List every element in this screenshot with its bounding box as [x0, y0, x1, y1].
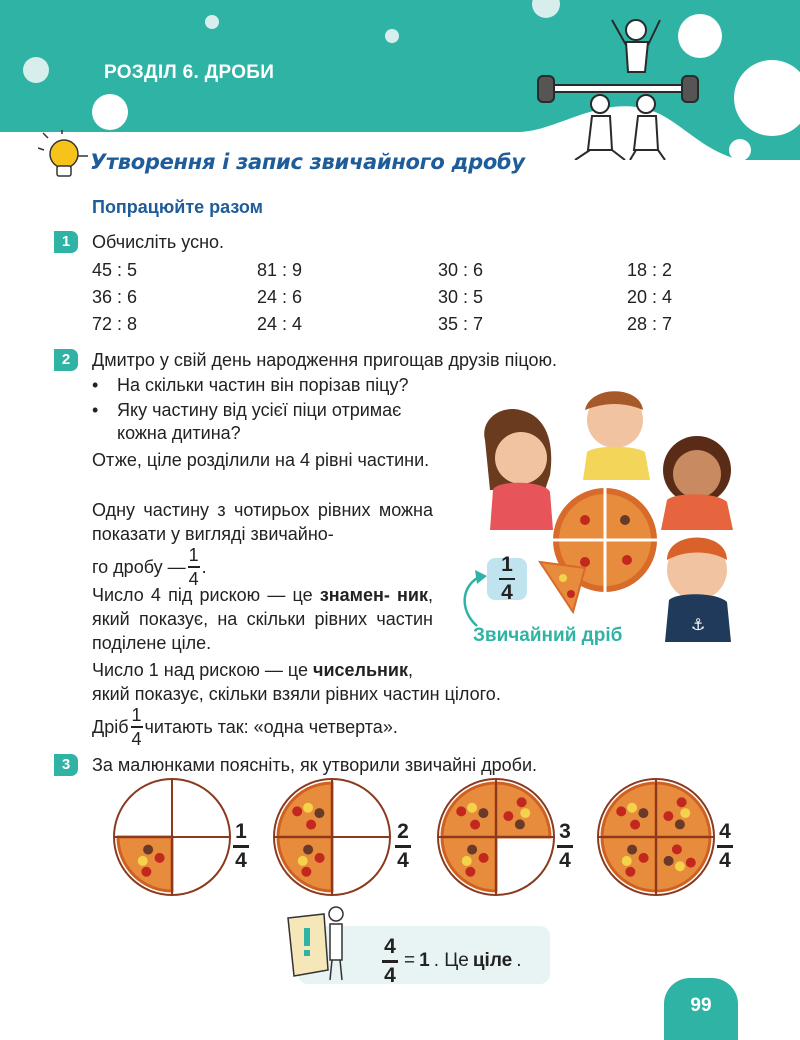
pizza-topping: [663, 811, 673, 821]
pizza-topping: [622, 856, 632, 866]
pizza-topping: [675, 819, 685, 829]
section-label: Попрацюйте разом: [92, 197, 263, 217]
fraction-numerator: 1: [235, 820, 247, 843]
task-1-title: Обчисліть усно.: [92, 232, 225, 252]
term-denominator: ник: [397, 585, 428, 605]
three-quarter-pizza-icon: [434, 775, 558, 899]
fraction-pizza-item: [270, 775, 394, 904]
fraction-bar: [717, 845, 733, 848]
fraction-numerator: 1: [131, 705, 142, 725]
pizza-topping: [467, 845, 477, 855]
pizza-topping: [314, 808, 324, 818]
value-one: 1: [419, 950, 430, 972]
pizza-topping: [303, 845, 313, 855]
fraction-numerator: 2: [397, 820, 409, 843]
pizza-topping: [672, 844, 682, 854]
fraction-bar: [557, 845, 573, 848]
term-denominator: знамен-: [319, 585, 390, 605]
boy-figure-icon: [583, 391, 650, 480]
calc-item: 45 : 5: [92, 260, 138, 280]
pizza-topping: [515, 819, 525, 829]
pizza-topping: [675, 861, 685, 871]
page-number: 99: [664, 978, 738, 1040]
pizza-slice-icon: [540, 562, 585, 612]
bullet-mark: •: [92, 400, 99, 420]
paragraph: Отже, ціле розділили на 4 рівні частини.: [92, 450, 430, 470]
pizza-topping: [303, 803, 313, 813]
pizza-topping: [517, 797, 527, 807]
svg-text:⚓: ⚓: [691, 615, 706, 634]
fraction-pizza-item: [434, 775, 558, 904]
pizza-topping: [315, 853, 325, 863]
task-2-title: Дмитро у свій день народження пригощав друзів піцою.: [92, 350, 557, 370]
fraction-denominator: 4: [501, 581, 513, 605]
pizza-topping: [292, 806, 302, 816]
pizza-topping: [630, 820, 640, 830]
text-span: , який показує, на скільки рівних частин поділене ціле.: [92, 585, 433, 653]
pizza-topping: [664, 856, 674, 866]
fraction-bar: [395, 845, 411, 848]
fraction: [395, 821, 411, 872]
fraction-bar: [188, 566, 200, 568]
arrow-icon: [465, 576, 481, 626]
chapter-title: РОЗДІЛ 6. ДРОБИ: [104, 62, 275, 83]
calc-item: 35 : 7: [438, 314, 484, 334]
fraction-denominator: 4: [188, 568, 199, 589]
fraction-pizza-item: [110, 775, 234, 904]
pizza-topping: [465, 867, 475, 877]
bullet-item: [92, 373, 409, 397]
pizza-topping: [478, 808, 488, 818]
pizza-topping: [141, 867, 151, 877]
calc-item: 18 : 2: [627, 260, 673, 280]
pizza-topping: [479, 853, 489, 863]
pizza-topping: [680, 808, 690, 818]
calc-item: 30 : 6: [438, 260, 484, 280]
fraction-numerator: 1: [501, 552, 513, 576]
fraction-denominator: 4: [397, 848, 409, 872]
fraction-numerator: 4: [719, 820, 731, 843]
task-3-title: За малюнками поясніть, як утворили звичайні дроби.: [92, 755, 537, 775]
pizza-topping: [138, 856, 148, 866]
text-span: го дробу —: [92, 556, 186, 577]
pizza-topping: [470, 820, 480, 830]
calc-item: 20 : 4: [627, 287, 673, 307]
pizza-topping: [143, 845, 153, 855]
topic-title: Утворення і запис звичайного дробу: [90, 150, 525, 174]
calc-item: 72 : 8: [92, 314, 138, 334]
paragraph-with-fraction: [92, 706, 398, 748]
calc-item: 36 : 6: [92, 287, 138, 307]
pizza-topping: [639, 853, 649, 863]
fraction-label: [231, 821, 251, 872]
calc-item: 24 : 6: [257, 287, 303, 307]
text-span: Число 1 над рискою — це: [92, 660, 314, 680]
pizza-topping: [627, 803, 637, 813]
pizza-topping: [462, 856, 472, 866]
whole-pizza-icon: [594, 775, 718, 899]
pizza-topping: [503, 811, 513, 821]
fraction: [499, 554, 515, 605]
children-pizza-illustration: [455, 380, 775, 650]
fraction-denominator: 4: [235, 848, 247, 872]
half-pizza-icon: [270, 775, 394, 899]
pizza-topping: [301, 867, 311, 877]
pizza-topping: [155, 853, 165, 863]
bullet-text: На скільки частин він порізав піцу?: [117, 375, 409, 395]
fraction-denominator: 4: [559, 848, 571, 872]
calc-item: 81 : 9: [257, 260, 303, 280]
text-span: .: [201, 556, 207, 577]
text-span: . Це: [433, 950, 469, 972]
text-span: Число 4 під рискою — це: [92, 585, 320, 605]
paragraph: який показує, скільки взяли рівних частин цілого.: [92, 684, 501, 704]
bullet-item: [92, 398, 402, 422]
pizza-topping: [686, 858, 696, 868]
fraction-denominator: 4: [719, 848, 731, 872]
text-span: .: [516, 950, 522, 972]
text-span: Дріб: [92, 716, 129, 737]
pizza-topping: [298, 856, 308, 866]
term-numerator: чисельник: [313, 660, 408, 680]
fraction-denominator: 4: [384, 963, 396, 987]
fraction-label: [555, 821, 575, 872]
fraction: [557, 821, 573, 872]
fraction-numerator: 4: [384, 935, 396, 958]
fraction-pizza-row: [100, 775, 760, 905]
fraction-numerator: 3: [559, 820, 571, 843]
fraction: [382, 936, 398, 987]
fraction-bar: [233, 845, 249, 848]
pizza-topping: [625, 867, 635, 877]
quarter-pizza-icon: [110, 775, 234, 899]
pizza-topping: [616, 806, 626, 816]
pizza-topping: [627, 845, 637, 855]
bullet-mark: •: [92, 375, 99, 395]
paragraph: Одну частину з чотирьох рівних можна показати у вигляді звичайно-: [92, 500, 433, 544]
curly-girl-figure-icon: [661, 436, 733, 530]
pizza-topping: [306, 820, 316, 830]
fraction: [188, 546, 200, 588]
equals-sign: =: [404, 950, 416, 972]
bullet-text: кожна дитина?: [117, 423, 241, 443]
calc-item: 28 : 7: [627, 314, 673, 334]
term-whole: ціле: [472, 950, 513, 972]
fraction-bar: [382, 960, 398, 963]
fraction: [131, 706, 143, 748]
fraction-pizza-item: [594, 775, 718, 904]
calc-item: 30 : 5: [438, 287, 484, 307]
page-header: [0, 0, 800, 160]
fraction: [233, 821, 249, 872]
text-span: читають так: «одна четверта».: [144, 716, 398, 737]
fraction-label: [715, 821, 735, 872]
fraction-denominator: 4: [131, 728, 142, 749]
pizza-topping: [638, 808, 648, 818]
redhead-boy-figure-icon: [665, 538, 731, 643]
pizza-topping: [467, 803, 477, 813]
pizza-topping: [677, 797, 687, 807]
text-span: ,: [408, 660, 414, 680]
paragraph: [92, 658, 413, 682]
calc-item: 24 : 4: [257, 314, 303, 334]
fraction: [717, 821, 733, 872]
fraction-bar: [131, 726, 143, 728]
exclamation-scroll-icon: [280, 904, 352, 984]
fraction-bar: [499, 578, 515, 581]
pizza-topping: [456, 806, 466, 816]
paragraph: [92, 583, 433, 655]
fraction-box: [487, 552, 527, 605]
rule-note-text: [380, 936, 522, 987]
fraction-numerator: 1: [188, 545, 199, 565]
task-number-badge: 2: [54, 349, 78, 371]
bullet-text: Яку частину від усієї піци отримає: [117, 400, 402, 420]
task-number-badge: 3: [54, 754, 78, 776]
pizza-topping: [520, 808, 530, 818]
task-number-badge: 1: [54, 231, 78, 253]
girl-figure-icon: [484, 409, 553, 530]
paragraph-with-fraction: [92, 546, 207, 588]
fraction-label: [393, 821, 413, 872]
common-fraction-label: Звичайний дріб: [473, 625, 623, 646]
lightbulb-icon: [38, 130, 88, 182]
